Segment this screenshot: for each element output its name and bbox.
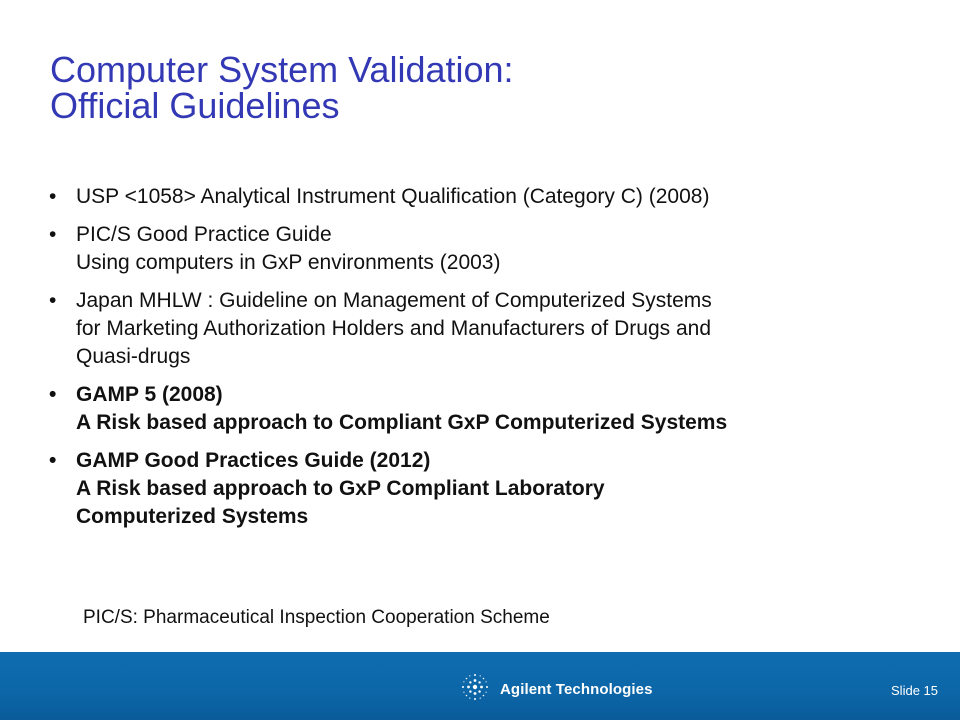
- bullet-item-gamp-gpg: [49, 447, 929, 531]
- bullet-dot: •: [49, 185, 57, 208]
- bullet-dot: •: [49, 289, 57, 312]
- bullet-item-japan-mhlw: [49, 287, 929, 371]
- slide-title-line-1: Computer System Validation:: [50, 49, 514, 90]
- bullet-item-pics: [49, 221, 929, 277]
- bullet-text: GAMP Good Practices Guide (2012): [76, 449, 431, 472]
- bullet-text: Japan MHLW : Guideline on Management of Computerized Systems: [76, 289, 712, 312]
- logo-text: Agilent Technologies: [500, 681, 653, 698]
- bullet-item-usp: [49, 183, 929, 211]
- bullet-text: Computerized Systems: [76, 505, 309, 528]
- bullet-item-gamp5: [49, 381, 929, 437]
- company-logo: [458, 670, 653, 709]
- bullet-text: PIC/S Good Practice Guide: [76, 223, 332, 246]
- bullet-text: GAMP 5 (2008): [76, 383, 223, 406]
- slide-title-line-2: Official Guidelines: [50, 85, 340, 126]
- bullet-text: A Risk based approach to GxP Compliant Laboratory: [76, 477, 605, 500]
- bullet-dot: •: [49, 223, 57, 246]
- bullet-dot: •: [49, 449, 57, 472]
- bullet-text: Quasi-drugs: [76, 345, 191, 368]
- footnote: PIC/S: Pharmaceutical Inspection Cooperation Scheme: [83, 607, 550, 628]
- agilent-spark-icon: [458, 670, 492, 709]
- bullet-text: for Marketing Authorization Holders and Manufacturers of Drugs and: [76, 317, 711, 340]
- bullet-text: A Risk based approach to Compliant GxP Computerized Systems: [76, 411, 728, 434]
- slide-number: Slide 15: [891, 683, 938, 698]
- bullet-text: USP <1058> Analytical Instrument Qualification (Category C) (2008): [76, 185, 710, 208]
- footer-bar: [0, 652, 960, 720]
- bullet-text: Using computers in GxP environments (2003): [76, 251, 501, 274]
- bullet-list: [49, 183, 929, 541]
- bullet-dot: •: [49, 383, 57, 406]
- slide-title: [50, 49, 930, 126]
